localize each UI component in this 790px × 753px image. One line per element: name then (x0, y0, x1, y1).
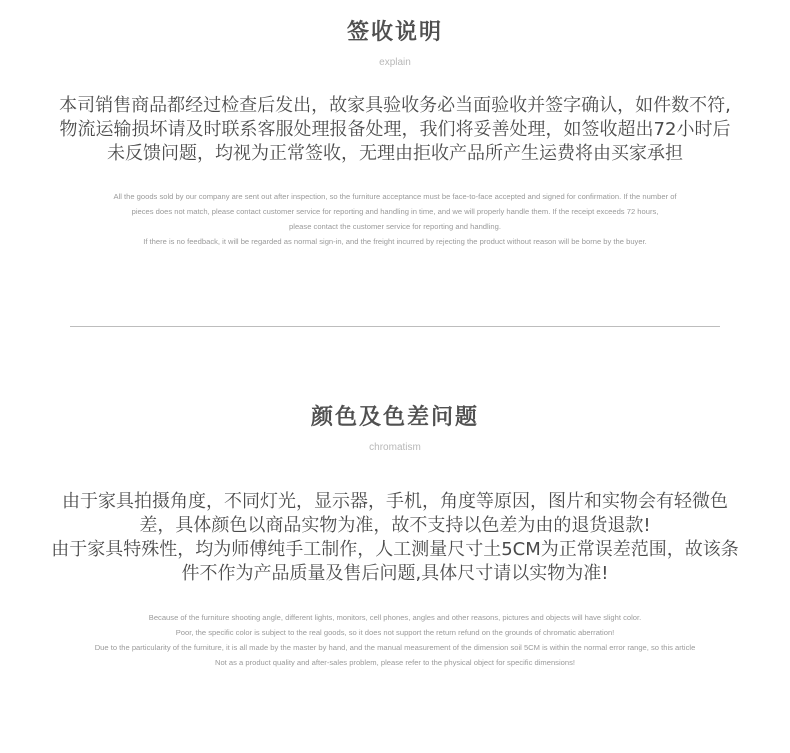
paragraph-line: 差，具体颜色以商品实物为准，故不支持以色差为由的退货退款! (139, 515, 651, 536)
paragraph-line: If there is no feedback, it will be regarded as normal sign-in, and the freight incurred by rejecting the product without reason will be borne by the buyer. (143, 237, 647, 246)
section-subtitle: explain (379, 57, 411, 68)
section-subtitle: chromatism (369, 442, 421, 453)
paragraph-line: 由于家具拍摄角度，不同灯光，显示器，手机，角度等原因，图片和实物会有轻微色 (62, 491, 728, 512)
paragraph-line: 物流运输损坏请及时联系客服处理报备处理，我们将妥善处理，如签收超出72小时后 (59, 119, 731, 140)
paragraph-line: 由于家具特殊性，均为师傅纯手工制作，人工测量尺寸土5CM为正常误差范围，故该条 (51, 539, 739, 560)
paragraph-line: pieces does not match, please contact customer service for reporting and handling in time, and we will properly handle them. If the receipt exceeds 72 hours, (131, 207, 659, 216)
section-title: 签收说明 (346, 20, 443, 45)
section-title: 颜色及色差问题 (310, 405, 479, 430)
english-paragraph (0, 610, 790, 670)
section-divider (70, 326, 720, 327)
paragraph-line: 本司销售商品都经过检查后发出，故家具验收务必当面验收并签字确认，如件数不符, (59, 95, 731, 116)
paragraph-line: 件不作为产品质量及售后问题,具体尺寸请以实物为准! (181, 563, 609, 584)
paragraph-line: Poor, the specific color is subject to the real goods, so it does not support the return refund on the grounds of chromatic aberration! (175, 628, 615, 637)
english-paragraph (0, 189, 790, 249)
paragraph-line: Not as a product quality and after-sales problem, please refer to the physical object for specific dimensions! (214, 658, 576, 667)
chinese-paragraph (0, 94, 790, 166)
chinese-paragraph (0, 490, 790, 586)
section-sign-instructions (0, 18, 790, 70)
paragraph-line: Because of the furniture shooting angle, different lights, monitors, cell phones, angles and other reasons, pictures and objects will have slight color. (148, 613, 642, 622)
paragraph-line: 未反馈问题，均视为正常签收，无理由拒收产品所产生运费将由买家承担 (107, 143, 683, 164)
paragraph-line: All the goods sold by our company are sent out after inspection, so the furniture acceptance must be face-to-face accepted and signed for confirmation. If the number of (113, 192, 677, 201)
section-chromatism (0, 403, 790, 455)
paragraph-line: Due to the particularity of the furniture, it is all made by the master by hand, and the manual measurement of the dimension soil 5CM is within the normal error range, so this article (94, 643, 696, 652)
paragraph-line: please contact the customer service for reporting and handling. (289, 222, 501, 231)
